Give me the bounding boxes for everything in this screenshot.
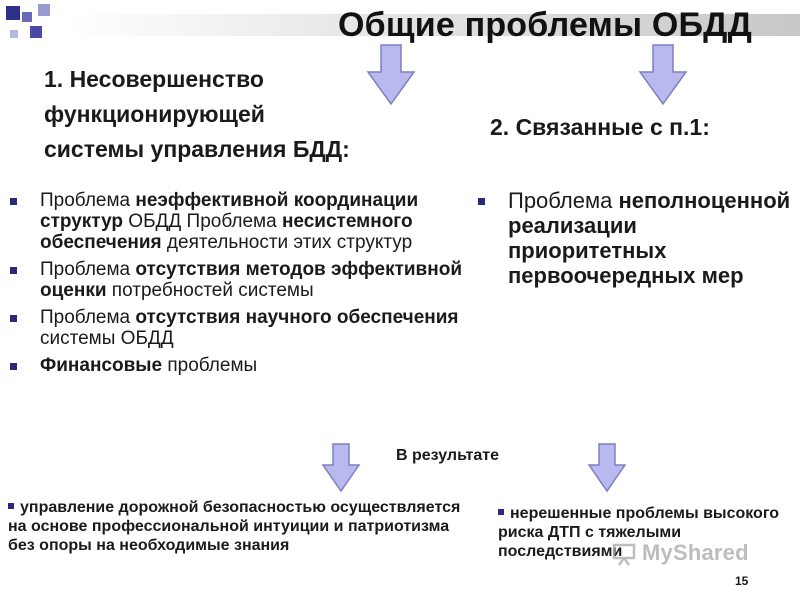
text-fragment: Проблема: [40, 307, 136, 328]
square-bullet-icon: [498, 509, 504, 515]
bold-text-fragment: несистемного обеспечения: [40, 211, 413, 253]
section1-heading-line-1: 1. Несовершенство: [44, 66, 264, 92]
title-square-2: [22, 12, 32, 22]
square-bullet-icon: [10, 315, 17, 322]
bottom-left-conclusion: [8, 498, 468, 555]
title-bar: [0, 0, 800, 50]
left-problem-item: [10, 355, 470, 376]
section1-heading-line-2: функционирующей: [44, 101, 265, 127]
square-bullet-icon: [10, 267, 17, 274]
title-square-3: [38, 4, 50, 16]
section1-heading-line-3: системы управления БДД:: [44, 136, 350, 162]
square-bullet-icon: [10, 363, 17, 370]
text-fragment: Проблема: [40, 190, 136, 211]
right-problem-list: [478, 188, 798, 288]
page-number: 15: [735, 574, 749, 588]
square-bullet-icon: [10, 198, 17, 205]
section1-heading: [44, 62, 350, 167]
right-problem-item: [478, 188, 798, 288]
projector-screen-icon: [612, 542, 636, 566]
title-square-4: [30, 26, 42, 38]
title-square-1: [6, 6, 20, 20]
square-bullet-icon: [8, 503, 14, 509]
text-fragment: потребностей системы: [106, 280, 314, 301]
text-fragment: деятельности этих структур: [161, 232, 413, 253]
down-arrow-top-right-icon: [638, 44, 688, 106]
text-fragment: Проблема: [40, 259, 136, 280]
section2-heading: 2. Связанные с п.1:: [490, 114, 710, 140]
title-square-5: [10, 30, 18, 38]
bold-text-fragment: отсутствия научного обеспечения: [135, 307, 459, 328]
text-fragment: ОБДД Проблема: [123, 211, 282, 232]
left-problem-list: [10, 190, 470, 382]
down-arrow-top-left-icon: [366, 44, 416, 106]
square-bullet-icon: [478, 198, 485, 205]
result-label: В результате: [396, 447, 499, 464]
watermark-text: MyShared: [642, 540, 749, 565]
bottom-left-text: управление дорожной безопасностью осуществляется на основе профессиональной интуиции и патриотизма без опоры на необходимые знания: [8, 499, 461, 554]
down-arrow-bottom-right-icon: [588, 443, 626, 493]
text-fragment: проблемы: [162, 355, 258, 376]
left-problem-item: [10, 190, 470, 253]
bold-text-fragment: отсутствия методов эффективной оценки: [40, 259, 462, 301]
bold-text-fragment: неэффективной координации структур: [40, 190, 419, 232]
page-title: Общие проблемы ОБДД: [338, 6, 752, 44]
text-fragment: Проблема: [508, 188, 619, 213]
left-problem-item: [10, 259, 470, 301]
bold-text-fragment: Финансовые: [40, 355, 163, 376]
text-fragment: системы ОБДД: [40, 328, 174, 349]
down-arrow-bottom-left-icon: [322, 443, 360, 493]
left-problem-item: [10, 307, 470, 349]
bold-text-fragment: неполноценной реализации приоритетных первоочередных мер: [508, 188, 791, 288]
bottom-right-text: нерешенные проблемы высокого риска ДТП с тяжелыми последствиями: [498, 505, 780, 560]
